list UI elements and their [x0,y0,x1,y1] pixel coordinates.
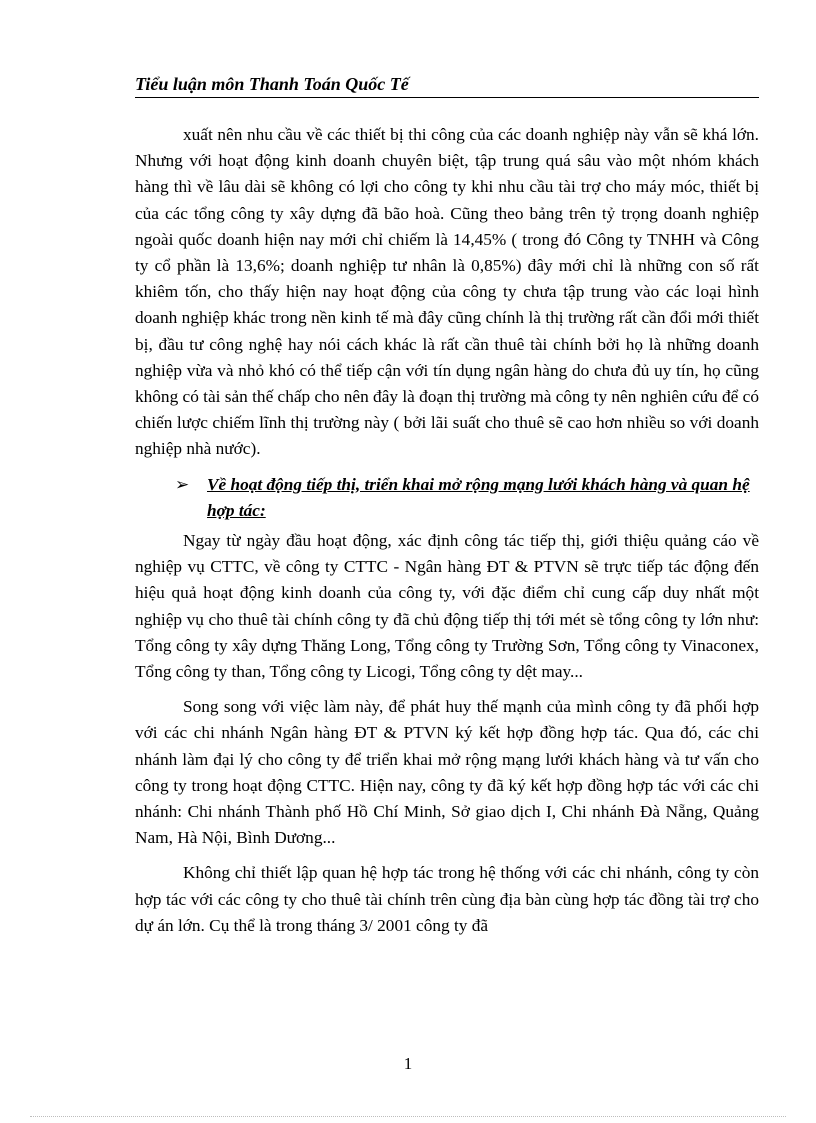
arrow-bullet-icon: ➢ [175,474,190,494]
running-header: Tiểu luận môn Thanh Toán Quốc Tế [135,73,759,98]
paragraph-marketing: Ngay từ ngày đầu hoạt động, xác định công tác tiếp thị, giới thiệu quảng cáo về nghiệp vụ CTTC, về công ty CTTC - Ngân hàng ĐT & PTVN sẽ trực tiếp tác động đến hiệu quả hoạt động kinh doanh của công ty, với đặc điểm chỉ cung cấp duy nhất một nghiệp vụ cho thuê tài chính công ty đã chủ động tiếp thị tới mét sè tổng công ty lớn như: Tổng công ty xây dựng Thăng Long, Tổng công ty Trường Sơn, Tổng công ty Vinaconex, Tổng công ty than, Tổng công ty Licogi, Tổng công ty dệt may... [135,531,759,682]
body-text [135,122,759,939]
paragraph-cooperation: Song song với việc làm này, để phát huy thế mạnh của mình công ty đã phối hợp với các chi nhánh Ngân hàng ĐT & PTVN ký kết hợp đồng hợp tác. Qua đó, các chi nhánh làm đại lý cho công ty để triển khai mở rộng mạng lưới khách hàng và tư vấn cho công ty trong hoạt động CTTC. Hiện nay, công ty đã ký kết hợp đồng hợp tác với các chi nhánh: Chi nhánh Thành phố Hồ Chí Minh, Sở giao dịch I, Chi nhánh Đà Nẵng, Quảng Nam, Hà Nội, Bình Dương... [135,697,759,848]
paragraph-continuation: xuất nên nhu cầu về các thiết bị thi công của các doanh nghiệp này vẫn sẽ khá lớn. Nhưng với hoạt động kinh doanh chuyên biệt, tập trung quá sâu vào một nhóm khách hàng thì về lâu dài sẽ không có lợi cho công ty khi nhu cầu tài trợ cho máy móc, thiết bị của các tổng công ty xây dựng đã bão hoà. Cũng theo bảng trên tỷ trọng doanh nghiệp ngoài quốc doanh hiện nay mới chỉ chiếm là 14,45% ( trong đó Công ty TNHH và Công ty cổ phần là 13,6%; doanh nghiệp tư nhân là 0,85%) đây mới chỉ là những con số rất khiêm tốn, cho thấy hiện nay hoạt động của công ty chưa tập trung vào các loại hình doanh nghiệp khác trong nền kinh tế mà đây cũng chính là thị trường rất cần đổi mới thiết bị, đầu tư công nghệ hay nói cách khác là rất cần thuê tài chính bởi họ là những doanh nghiệp vừa và nhỏ khó có thể tiếp cận với tín dụng ngân hàng do chưa đủ uy tín, họ cũng không có tài sản thế chấp cho nên đây là đoạn thị trường mà công ty nên nghiên cứu để có chiến lược chiếm lĩnh thị trường này ( bởi lãi suất cho thuê sẽ cao hơn nhiều so với doanh nghiệp nhà nước). [135,125,759,459]
bullet-heading [135,472,759,524]
spacer [135,685,759,694]
page-bottom-divider [30,1116,786,1117]
spacer [135,851,759,860]
spacer [135,463,759,472]
section-heading: Về hoạt động tiếp thị, triển khai mở rộng mạng lưới khách hàng và quan hệ hợp tác: [207,474,750,520]
page-number: 1 [403,1054,413,1073]
paragraph-partnership: Không chỉ thiết lập quan hệ hợp tác trong hệ thống với các chi nhánh, công ty còn hợp tác với các công ty cho thuê tài chính trên cùng địa bàn cùng hợp tác đồng tài trợ cho dự án lớn. Cụ thể là trong tháng 3/ 2001 công ty đã [135,863,759,935]
